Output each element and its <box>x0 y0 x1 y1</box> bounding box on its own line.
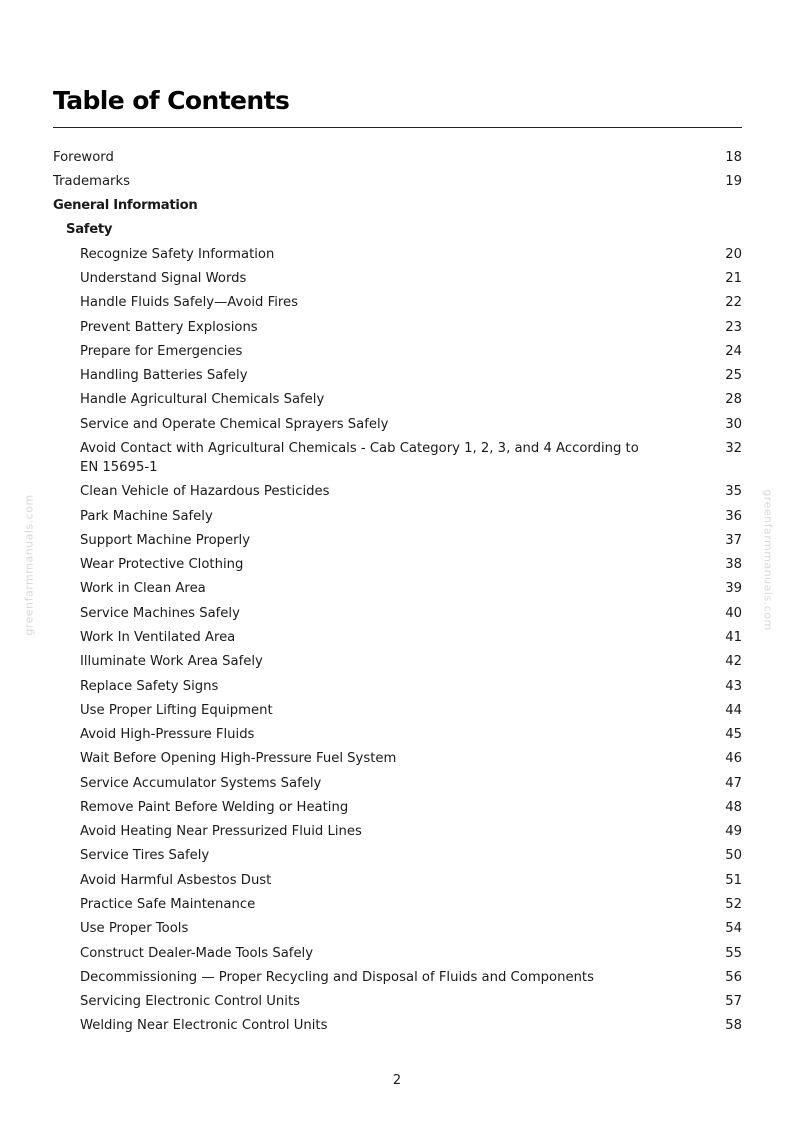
toc-entry-title: Prevent Battery Explosions <box>80 319 258 335</box>
toc-entry-title: Prepare for Emergencies <box>80 343 243 359</box>
toc-entry-page: 58 <box>725 1018 742 1034</box>
toc-entry-page: 28 <box>725 392 742 408</box>
toc-entry-title: Welding Near Electronic Control Units <box>80 1018 328 1034</box>
toc-entry-page: 42 <box>725 654 742 670</box>
toc-entry[interactable] <box>53 577 742 601</box>
toc-entry-title: Trademarks <box>53 173 130 189</box>
toc-entry-page: 46 <box>725 751 742 767</box>
toc-entry-title: Use Proper Tools <box>80 921 189 937</box>
toc-entry-page: 56 <box>725 969 742 985</box>
toc-entry-page: 18 <box>725 149 742 165</box>
toc-entry-page: 44 <box>725 702 742 718</box>
toc-entry[interactable] <box>53 1014 742 1038</box>
toc-entry[interactable] <box>53 412 742 436</box>
toc-entry-page: 57 <box>725 994 742 1010</box>
toc-entry-title: Servicing Electronic Control Units <box>80 994 300 1010</box>
toc-entry-title: Wait Before Opening High-Pressure Fuel System <box>80 751 397 767</box>
toc-section-heading[interactable] <box>53 194 742 218</box>
toc-entry-page: 22 <box>725 295 742 311</box>
toc-entry-page: 37 <box>725 532 742 548</box>
toc-entry-title: Support Machine Properly <box>80 532 251 548</box>
toc-entry[interactable] <box>53 480 742 504</box>
toc-entry-title: Replace Safety Signs <box>80 678 219 694</box>
toc-entry-page: 25 <box>725 368 742 384</box>
toc-entry-title: General Information <box>53 198 198 214</box>
toc-entry-title: Use Proper Lifting Equipment <box>80 702 273 718</box>
toc-entry[interactable] <box>53 436 742 479</box>
toc-entry-title: Handling Batteries Safely <box>80 368 248 384</box>
toc-entry-title: Avoid Contact with Agricultural Chemicals - Cab Category 1, 2, 3, and 4 According to EN 15695-1 <box>80 440 639 475</box>
toc-entry-title: Handle Agricultural Chemicals Safely <box>80 392 325 408</box>
toc-entry-title: Park Machine Safely <box>80 508 213 524</box>
toc-entry-page: 54 <box>725 921 742 937</box>
toc-entry[interactable] <box>53 917 742 941</box>
toc-entry-title: Avoid High-Pressure Fluids <box>80 727 255 743</box>
page-title: Table of Contents <box>53 86 290 115</box>
title-divider <box>53 127 742 128</box>
toc-entry-page: 20 <box>725 246 742 262</box>
watermark-left: greenfarmmanuals.com <box>22 494 36 636</box>
toc-entry-title: Illuminate Work Area Safely <box>80 654 263 670</box>
toc-entry[interactable] <box>53 941 742 965</box>
toc-entry[interactable] <box>53 528 742 552</box>
toc-entry-title: Avoid Heating Near Pressurized Fluid Lines <box>80 824 362 840</box>
toc-entry[interactable] <box>53 169 742 193</box>
toc-entry-title: Clean Vehicle of Hazardous Pesticides <box>80 484 330 500</box>
toc-entry-title: Safety <box>66 222 113 238</box>
toc-entry-page: 19 <box>725 173 742 189</box>
toc-entry[interactable] <box>53 820 742 844</box>
toc-entry-title: Practice Safe Maintenance <box>80 897 256 913</box>
toc-entry[interactable] <box>53 844 742 868</box>
toc-entry[interactable] <box>53 315 742 339</box>
toc-entry-title: Service Machines Safely <box>80 605 240 621</box>
toc-entry[interactable] <box>53 388 742 412</box>
toc-entry-page: 40 <box>725 605 742 621</box>
toc-entry[interactable] <box>53 868 742 892</box>
toc-entry-title: Remove Paint Before Welding or Heating <box>80 799 349 815</box>
toc-entry-page: 48 <box>725 799 742 815</box>
page-number: 2 <box>392 1073 402 1088</box>
toc-entry[interactable] <box>53 625 742 649</box>
toc-entry[interactable] <box>53 242 742 266</box>
toc-entry-page: 30 <box>725 416 742 432</box>
toc-entry[interactable] <box>53 747 742 771</box>
toc-entry-title: Work in Clean Area <box>80 581 206 597</box>
table-of-contents <box>53 145 742 1038</box>
toc-entry[interactable] <box>53 965 742 989</box>
toc-entry[interactable] <box>53 650 742 674</box>
toc-entry[interactable] <box>53 990 742 1014</box>
toc-entry[interactable] <box>53 266 742 290</box>
toc-entry-title: Service Accumulator Systems Safely <box>80 775 322 791</box>
toc-entry-page: 55 <box>725 945 742 961</box>
toc-entry-title: Service and Operate Chemical Sprayers Safely <box>80 416 389 432</box>
toc-entry-page: 50 <box>725 848 742 864</box>
toc-entry-page: 52 <box>725 897 742 913</box>
toc-entry[interactable] <box>53 601 742 625</box>
toc-entry[interactable] <box>53 771 742 795</box>
toc-entry-page: 43 <box>725 678 742 694</box>
toc-entry-page: 45 <box>725 727 742 743</box>
toc-entry-title: Recognize Safety Information <box>80 246 275 262</box>
toc-entry-title: Work In Ventilated Area <box>80 629 236 645</box>
toc-entry-title: Foreword <box>53 149 114 165</box>
toc-entry-page: 36 <box>725 508 742 524</box>
toc-entry-page: 49 <box>725 824 742 840</box>
toc-entry-page: 41 <box>725 629 742 645</box>
toc-entry[interactable] <box>53 795 742 819</box>
toc-entry-page: 51 <box>725 872 742 888</box>
toc-section-heading[interactable] <box>53 218 742 242</box>
toc-entry-title: Avoid Harmful Asbestos Dust <box>80 872 272 888</box>
toc-entry[interactable] <box>53 698 742 722</box>
toc-entry[interactable] <box>53 339 742 363</box>
toc-entry-title: Construct Dealer-Made Tools Safely <box>80 945 314 961</box>
toc-entry-page: 38 <box>725 557 742 573</box>
toc-entry-page: 35 <box>725 484 742 500</box>
toc-entry[interactable] <box>53 291 742 315</box>
toc-entry-title: Decommissioning — Proper Recycling and Disposal of Fluids and Components <box>80 969 594 985</box>
toc-entry-page: 39 <box>725 581 742 597</box>
toc-entry-page: 24 <box>725 343 742 359</box>
toc-entry[interactable] <box>53 553 742 577</box>
toc-entry-page: 23 <box>725 319 742 335</box>
toc-entry-title: Wear Protective Clothing <box>80 557 244 573</box>
toc-entry-title: Service Tires Safely <box>80 848 210 864</box>
toc-entry-page: 21 <box>725 271 742 286</box>
toc-entry-page: 32 <box>725 440 742 456</box>
toc-entry[interactable] <box>53 145 742 169</box>
toc-entry[interactable] <box>53 892 742 916</box>
toc-entry[interactable] <box>53 674 742 698</box>
watermark-right: greenfarmmanuals.com <box>761 489 775 631</box>
toc-entry[interactable] <box>53 364 742 388</box>
toc-entry[interactable] <box>53 722 742 746</box>
toc-entry-title: Handle Fluids Safely—Avoid Fires <box>80 295 299 311</box>
toc-entry-page: 47 <box>725 775 742 791</box>
toc-entry[interactable] <box>53 504 742 528</box>
toc-entry-title: Understand Signal Words <box>80 271 247 286</box>
